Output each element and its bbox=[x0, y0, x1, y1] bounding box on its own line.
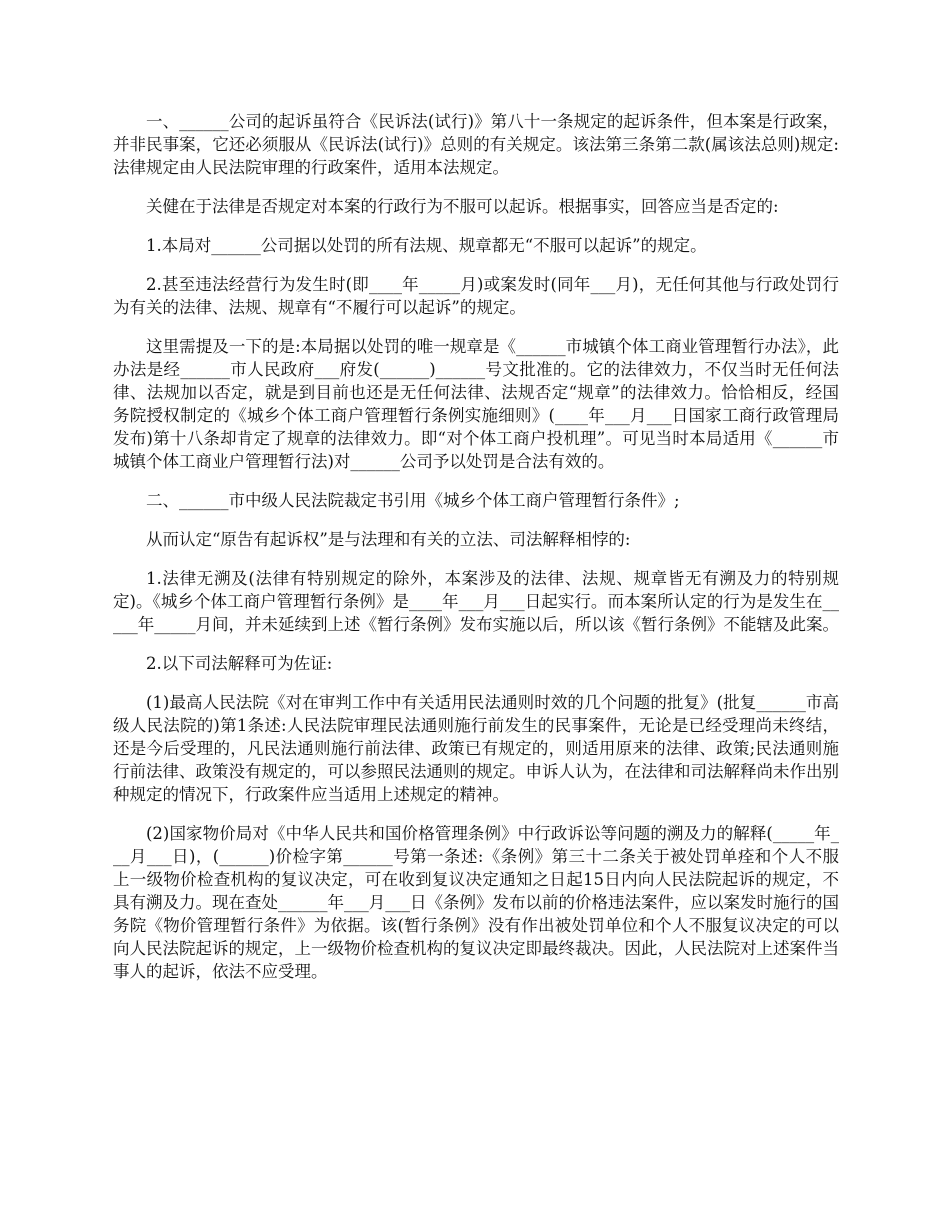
paragraph-1: 一、______公司的起诉虽符合《民诉法(试行)》第八十一条规定的起诉条件，但本案是行政案，并非民事案，它还必须服从《民诉法(试行)》总则的有关规定。该法第三条第二款(属该法总则)规定:法律规定由人民法院审理的行政案件，适用本法规定。 bbox=[113, 112, 839, 177]
paragraph-5: 这里需提及一下的是:本局据以处罚的唯一规章是《______市城镇个体工商业管理暂行办法》，此办法是经______市人民政府___府发(______)______号文批准的。它的法律效力，不仅当时无任何法律、法规加以否定，就是到目前也还是无任何法律、法规否定“规章”的法律效力。恰恰相反，经国务院授权制定的《城乡个体工商户管理暂行条例实施细则》(____年___月___日国家工商行政管理局发布)第十八条却肯定了规章的法律效力。即“对个体工商户投机理”。可见当时本局适用《______市城镇个体工商业户管理暂行法)对______公司予以处罚是合法有效的。 bbox=[113, 337, 839, 471]
paragraph-11: (2)国家物价局对《中华人民共和国价格管理条例》中行政诉讼等问题的溯及力的解释(_____年___月___日)，(______)价检字第______号第一条述:《条例》第三十二条关于被处罚单痊和个人不服上一级物价检查机构的复议决定，可在收到复议决定通知之日起15日内向人民法院起诉的规定，不具有溯及力。现在查处______年___月___日《条例》发布以前的价格违法案件，应以案发时施行的国务院《物价管理暂行条件》为依据。该(暂行条例》没有作出被处罚单位和个人不服复议决定的可以向人民法院起诉的规定，上一级物价检查机构的复议决定即最终裁决。因此，人民法院对上述案件当事人的起诉，依法不应受理。 bbox=[113, 824, 839, 981]
paragraph-6: 二、______市中级人民法院裁定书引用《城乡个体工商户管理暂行条件》; bbox=[146, 491, 680, 510]
paragraph-10: (1)最高人民法院《对在审判工作中有关适用民法通则时效的几个问题的批复》(批复______市高级人民法院的)第1条述:人民法院审理民法通则施行前发生的民事案件，无论是已经受理尚未终结，还是今后受理的，凡民法通则施行前法律、政策已有规定的，则适用原来的法律、政策;民法通则施行前法律、政策没有规定的，可以参照民法通则的规定。申诉人认为，在法律和司法解释尚未作出别种规定的情况下，行政案件应当适用上述规定的精神。 bbox=[113, 693, 839, 804]
paragraph-7: 从而认定“原告有起诉权”是与法理和有关的立法、司法解释相悖的: bbox=[146, 530, 631, 549]
paragraph-2: 关健在于法律是否规定对本案的行政行为不服可以起诉。根据事实，回答应当是否定的: bbox=[146, 197, 779, 216]
paragraph-8: 1.法律无溯及(法律有特别规定的除外，本案涉及的法律、法规、规章皆无有溯及力的特别规定)。《城乡个体工商户管理暂行条例》是____年___月___日起实行。而本案所认定的行为是发生在_____年_____月间，并未延续到上述《暂行条例》发布实施以后，所以该《暂行条例》不能辖及此案。 bbox=[113, 569, 839, 634]
paragraph-9: 2.以下司法解释可为佐证: bbox=[146, 654, 333, 673]
document-body bbox=[113, 110, 839, 999]
paragraph-3: 1.本局对______公司据以处罚的所有法规、规章都无“不服可以起诉”的规定。 bbox=[146, 236, 707, 255]
paragraph-4: 2.甚至违法经营行为发生时(即____年_____月)或案发时(同年___月)，无任何其他与行政处罚行为有关的法律、法规、规章有“不履行可以起诉”的规定。 bbox=[113, 275, 839, 317]
